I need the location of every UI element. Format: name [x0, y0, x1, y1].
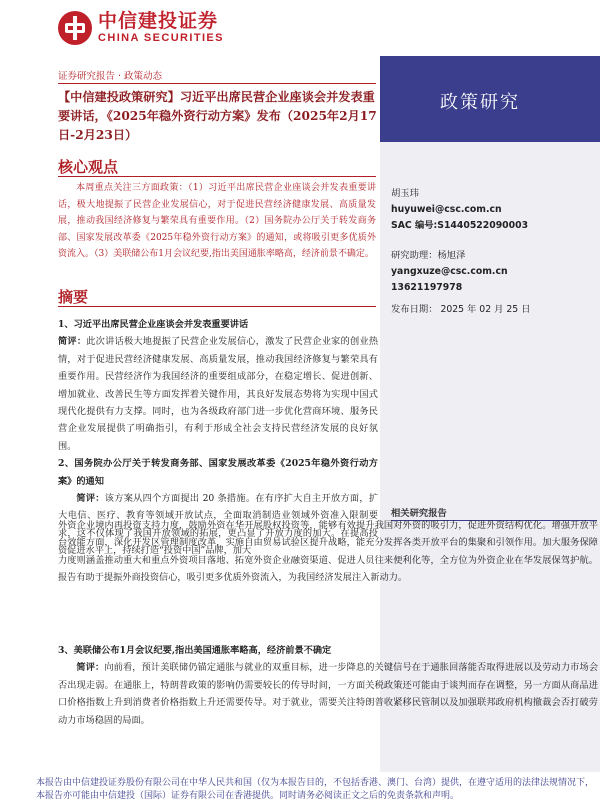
- sidebar-section-label: 政策研究: [440, 92, 520, 113]
- footer-disclaimer: 本报告由中信建投证券股份有限公司在中华人民共和国（仅为本报告目的，不包括香港、澳门、台湾）提供，在遵守适用的法律法规情况下，本报告亦可能由中信建投（国际）证券有限公司在香港提供。同时请务必阅读正文之后的免责条款和声明。: [36, 778, 595, 801]
- logo-english-name: CHINA SECURITIES: [98, 32, 224, 44]
- summary-item-2-title: 2、国务院办公厅关于转发商务部、国家发展改革委《2025年稳外资行动方案》的通知: [58, 458, 378, 487]
- core-view-text: 本周重点关注三方面政策：（1）习近平出席民营企业座谈会并发表重要讲话，极大地提振了民营企业发展信心，对于促进民营经济健康发展、高质量发展，推动我国经济修复与繁荣具有重要作用。（2）国务院办公厅关于转发商务部、国家发展改革委《2025年稳外资行动方案》的通知，或将吸引更多优质外资流入。（3）美联储公布1月会议纪要,指出美国通胀率略高，经济前景不确定。: [58, 183, 376, 260]
- analyst-email[interactable]: huyuwei@csc.com.cn: [391, 204, 502, 215]
- report-category: 证券研究报告 · 政策动态: [58, 71, 163, 82]
- summary-divider: [58, 306, 376, 307]
- summary-item-3-title: 3、美联储公布1月会议纪要,指出美国通胀率略高，经济前景不确定: [58, 645, 332, 656]
- summary-item-3: [58, 642, 598, 729]
- report-title: 【中信建投政策研究】习近平出席民营企业座谈会并发表重要讲话，《2025年稳外资行动方案》发布（2025年2月17日-2月23日）: [58, 90, 377, 142]
- summary-item-1-text: 此次讲话极大地提振了民营企业发展信心，激发了民营企业家的创业热情，对于促进民营经济健康发展、高质量发展，推动我国经济修复与繁荣具有重要作用。民营经济作为我国经济的重要组成部分，在稳定增长、促进创新、增加就业、改善民生等方面发挥着关键作用，其良好发展态势将为实现中国式现代化提供有力支撑。同时，也为各级政府部门进一步优化营商环境、服务民营企业发展提供了明确指引，有利于形成全社会支持民营经济发展的良好氛围。: [58, 336, 379, 452]
- publish-date: 发布日期： 2025 年 02 月 25 日: [391, 304, 531, 315]
- csc-logo-icon: [58, 11, 92, 45]
- core-view-heading: 核心观点: [58, 158, 119, 176]
- summary-item-1-label: 简评：: [58, 336, 87, 348]
- summary-item-2-label: 简评：: [76, 493, 105, 505]
- assistant-phone: 13621197978: [391, 282, 463, 293]
- company-logo: [58, 10, 224, 45]
- header-divider: [58, 83, 376, 84]
- research-assistant: 研究助理：杨旭泽: [391, 250, 466, 261]
- assistant-email[interactable]: yangxuze@csc.com.cn: [391, 266, 508, 277]
- summary-item-2-text-a: 该方案从四个方面提出 20 条措施。在有序扩大自主开放方面，扩大电信、医疗、教育等领域开放试点，全面取消制造业领域外资准入限制要求，这不仅体现了我国开放领域的拓展，更凸显了开放力度的加大。在提高投资促进水平上，持续打造“投资中国”品牌，加大: [58, 493, 379, 557]
- summary-item-3-text: 向前看，预计美联储仍锚定通胀与就业的双重目标，进一步降息的关键信号在于通胀回落能否取得进展以及劳动力市场会否出现走弱。在通胀上，特朗普政策的影响仍需要较长的传导时间，一方面关税政策还可能由于谈判而存在调整，另一方面从商品进口价格指数上升到消费者价格指数上升还需要传导。对于就业，需要关注特朗普收紧移民管制以及加强联邦政府机构撤裁会否打破劳动力市场稳固的局面。: [58, 662, 599, 726]
- author-info: [391, 186, 591, 318]
- summary-item-2-text-b: 外资企业境内再投资支持力度，鼓励外资在华开展股权投资等，能够有效提升我国对外资的吸引力，促进外资结构优化。增强开放平台效能方面，深化开发区管理制度改革，实施自由贸易试验区提升战略，能充分发挥各类开放平台的集聚和引领作用。加大服务保障力度则涵盖推动重大和重点外资项目落地、拓宽外资企业融资渠道、促进人员往来便利化等，全方位为外资企业在华发展保驾护航。报告有助于提振外商投资信心，吸引更多优质外资流入，为我国经济发展注入新动力。: [58, 520, 598, 584]
- core-view-divider: [58, 176, 376, 177]
- summary-item-3-label: 简评：: [76, 662, 105, 674]
- analyst-sac-number: SAC 编号:S1440522090003: [391, 220, 529, 231]
- related-reports-label: 相关研究报告: [391, 508, 447, 519]
- summary-item-1-title: 1、习近平出席民营企业座谈会并发表重要讲话: [58, 319, 249, 330]
- logo-chinese-name: 中信建投证券: [98, 10, 219, 32]
- summary-heading: 摘要: [58, 288, 89, 306]
- analyst-name: 胡玉玮: [391, 188, 419, 199]
